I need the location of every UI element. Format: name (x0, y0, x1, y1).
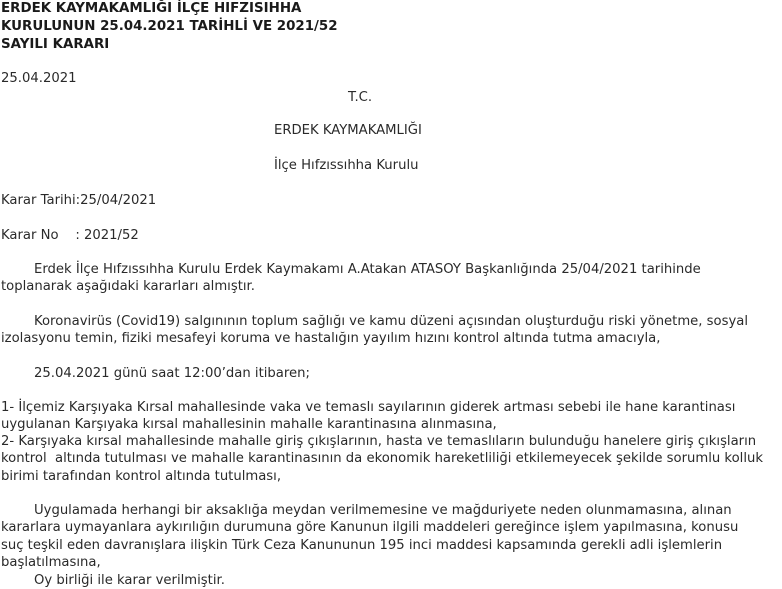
item-1 (1, 399, 782, 434)
purpose-paragraph (1, 313, 782, 348)
item-2-line-2: kontrol altında tutulması ve mahalle karantinasının da ekonomik hareketliliği etkilemeyecek şekilde sorumlu kolluk (1, 451, 763, 467)
board-name: İlçe Hıfzıssıhha Kurulu (274, 158, 419, 173)
office-name: ERDEK KAYMAKAMLIĞI (274, 123, 422, 138)
effective-line: 25.04.2021 günü saat 12:00’dan itibaren; (34, 366, 310, 381)
effective-paragraph (1, 365, 782, 382)
publication-date: 25.04.2021 (1, 71, 77, 86)
item-2-line-3: birimi tarafından kontrol altında tutulması, (1, 468, 282, 484)
item-2 (1, 433, 782, 485)
enforcement-line-1: Uygulamada herhangi bir aksaklığa meydan verilmemesine ve mağduriyete neden olunmamasına, alınan (34, 503, 732, 518)
decision-date: Karar Tarihi:25/04/2021 (1, 193, 157, 208)
item-2-line-1: 2- Karşıyaka kırsal mahallesinde mahalle giriş çıkışlarının, hasta ve temaslıların bulunduğu hanelere giriş çıkışların (1, 434, 757, 449)
item-1-line-1: 1- İlçemiz Karşıyaka Kırsal mahallesinde vaka ve temaslı sayılarının giderek artması sebebi ile hane karantinası (1, 400, 736, 415)
tc-label: T.C. (348, 90, 373, 105)
intro-paragraph (1, 261, 782, 296)
heading-line-2: KURULUNUN 25.04.2021 TARİHLİ VE 2021/52 (1, 19, 338, 34)
enforcement-line-3: suç teşkil eden davranışlara ilişkin Türk Ceza Kanununun 195 inci maddesi kapsamında gerekli adli işlemlerin (1, 537, 723, 553)
enforcement-line-2: kararlara uymayanlara aykırılığın durumuna göre Kanunun ilgili maddeleri gereğince işlem yapılmasına, konusu (1, 520, 739, 536)
enforcement-line-4: başlatılmasına, (1, 555, 101, 571)
purpose-line-1: Koronavirüs (Covid19) salgınının toplum sağlığı ve kamu düzeni açısından oluşturduğu riski yönetme, sosyal (34, 314, 749, 329)
enforcement-paragraph (1, 502, 782, 589)
item-1-line-2: uygulanan Karşıyaka kırsal mahallesinin mahalle karantinasına alınmasına, (1, 417, 497, 433)
closing-line: Oy birliği ile karar verilmiştir. (34, 572, 225, 588)
document-heading (1, 0, 338, 54)
intro-line-1: Erdek İlçe Hıfzıssıhha Kurulu Erdek Kaymakamı A.Atakan ATASOY Başkanlığında 25/04/2021 tarihinde (34, 262, 701, 277)
heading-line-3: SAYILI KARARI (1, 37, 110, 52)
purpose-line-2: izolasyonu temin, fiziki mesafeyi koruma ve hastalığın yayılım hızını kontrol altında tutma amacıyla, (1, 331, 661, 347)
intro-line-2: toplanarak aşağıdaki kararları almıştır. (1, 279, 255, 295)
heading-line-1: ERDEK KAYMAKAMLIĞI İLÇE HIFZISIHHA (1, 1, 302, 16)
decision-number: Karar No : 2021/52 (1, 228, 139, 243)
